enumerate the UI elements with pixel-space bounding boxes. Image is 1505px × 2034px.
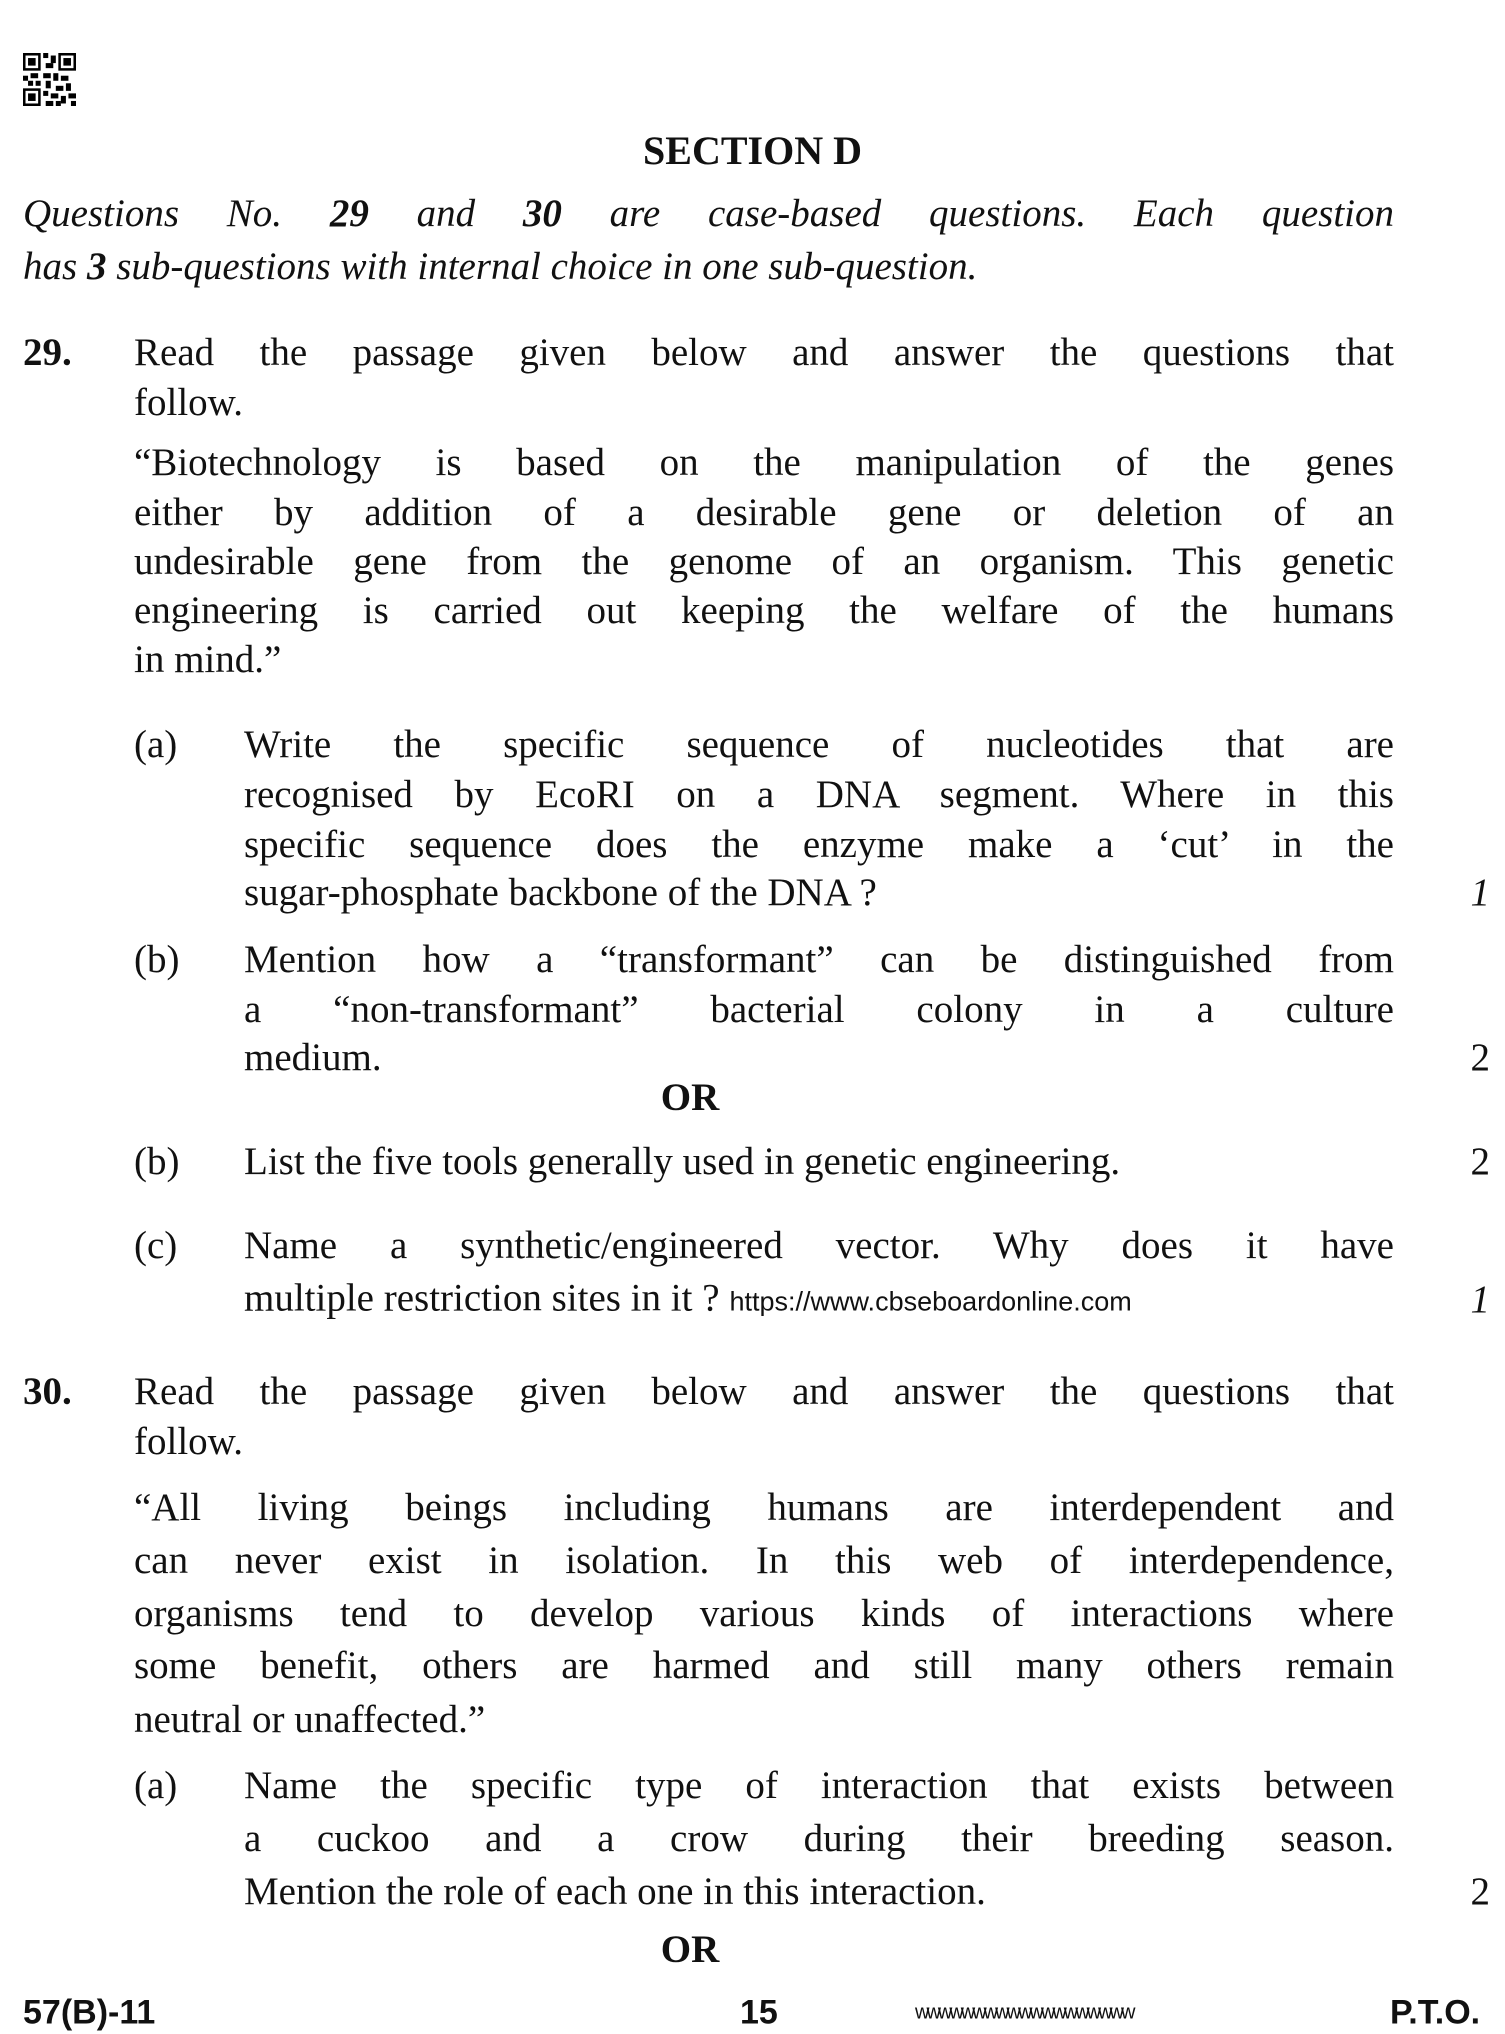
q29-passage-line: in mind.” <box>134 638 282 681</box>
q29-passage-line: undesirable gene from the genome of an organism. This genetic <box>134 540 1394 583</box>
or-divider: OR <box>660 1928 720 1971</box>
q29-passage-line: “Biotechnology is based on the manipulation of the genes <box>134 441 1394 484</box>
section-instructions-line-1 <box>23 188 1394 240</box>
instr-qnum: 29 <box>329 192 369 235</box>
q29c-label: (c) <box>134 1224 178 1267</box>
instr-count: 3 <box>86 245 107 288</box>
q30a-line: a cuckoo and a crow during their breeding season. <box>244 1817 1394 1860</box>
q30-passage-line: neutral or unaffected.” <box>134 1698 486 1741</box>
q30-prompt-line: Read the passage given below and answer the questions that <box>134 1370 1394 1413</box>
q30-passage-line: organisms tend to develop various kinds of interactions where <box>134 1592 1394 1635</box>
q29-prompt-line: follow. <box>134 381 244 424</box>
q29a-line: recognised by EcoRI on a DNA segment. Where in this <box>244 773 1394 816</box>
q29a-line: Write the specific sequence of nucleotides that are <box>244 723 1394 766</box>
qr-code-icon <box>23 53 76 106</box>
instr-text: sub-questions with internal choice in one sub-question. <box>106 245 978 288</box>
q29-prompt-line: Read the passage given below and answer the questions that <box>134 331 1394 374</box>
q29a-marks: 1 <box>1470 871 1490 914</box>
section-instructions-line-2 <box>23 241 977 293</box>
q29b-alt-line: List the five tools generally used in genetic engineering. <box>244 1140 1121 1183</box>
instr-qnum: 30 <box>522 192 562 235</box>
q29c-text: multiple restriction sites in it ? <box>244 1276 720 1320</box>
q30-passage-line: “All living beings including humans are interdependent and <box>134 1486 1394 1529</box>
q30-passage-line: can never exist in isolation. In this web of interdependence, <box>134 1539 1394 1582</box>
question-number-29: 29. <box>23 331 72 374</box>
pto-label: P.T.O. <box>1390 1993 1481 2032</box>
q29c-line: Name a synthetic/engineered vector. Why does it have <box>244 1224 1394 1267</box>
or-divider: OR <box>660 1076 720 1119</box>
q29b-marks: 2 <box>1470 1036 1490 1079</box>
section-title: SECTION D <box>643 128 862 173</box>
q29b-line: medium. <box>244 1036 382 1079</box>
paper-code: 57(B)-11 <box>23 1993 156 2032</box>
q29c-line <box>244 1273 1132 1328</box>
q29b-label: (b) <box>134 938 180 981</box>
q30a-line: Name the specific type of interaction that exists between <box>244 1764 1394 1807</box>
q29-passage-line: engineering is carried out keeping the welfare of the humans <box>134 589 1394 632</box>
instr-text: are case-based questions. Each question <box>561 192 1394 235</box>
q30-passage-line: some benefit, others are harmed and still many others remain <box>134 1644 1394 1687</box>
instr-text: and <box>368 192 523 235</box>
squiggle-decoration: wwwwwwwwwwwwwwwwwww <box>915 2001 1133 2024</box>
q29b-alt-label: (b) <box>134 1140 180 1183</box>
q29c-marks: 1 <box>1470 1278 1490 1321</box>
q30-prompt-line: follow. <box>134 1420 244 1463</box>
q30a-label: (a) <box>134 1764 178 1807</box>
q29a-line: specific sequence does the enzyme make a ‘cut’ in the <box>244 823 1394 866</box>
q30a-marks: 2 <box>1470 1870 1490 1913</box>
q29b-alt-marks: 2 <box>1470 1140 1490 1183</box>
q29b-line: a “non-transformant” bacterial colony in a culture <box>244 988 1394 1031</box>
instr-text: has <box>23 245 87 288</box>
q29a-line: sugar-phosphate backbone of the DNA ? <box>244 871 877 914</box>
watermark-url: https://www.cbseboardonline.com <box>729 1286 1132 1317</box>
page-number: 15 <box>740 1993 778 2032</box>
question-number-30: 30. <box>23 1370 72 1413</box>
q30a-line: Mention the role of each one in this interaction. <box>244 1870 986 1913</box>
q29-passage-line: either by addition of a desirable gene or deletion of an <box>134 491 1394 534</box>
instr-text: Questions No. <box>23 192 330 235</box>
q29b-line: Mention how a “transformant” can be distinguished from <box>244 938 1394 981</box>
q29a-label: (a) <box>134 723 178 766</box>
